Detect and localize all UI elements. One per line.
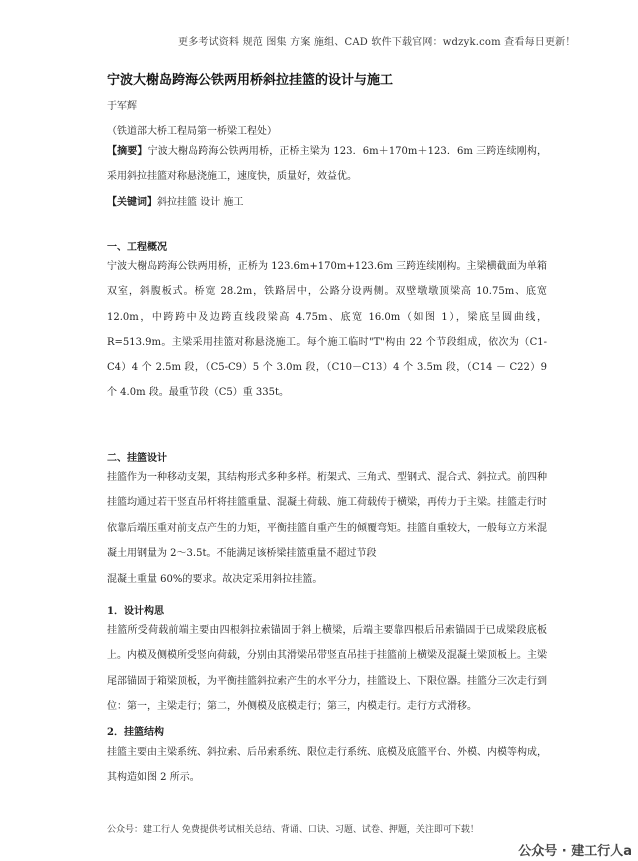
abstract-label: 【摘要】 — [107, 146, 148, 157]
section-heading-design: 二、挂篮设计 — [107, 453, 167, 464]
subsection-text-concept: 挂篮所受荷载前端主要由四根斜拉索锚固于斜上横梁，后端主要靠四根后吊索锚固于已成梁段底板上。内模及侧模所受竖向荷载，分别由其滑梁吊带竖直吊挂于挂篮前上横梁及混凝土梁顶板上。主梁尾部锚固于箱梁顶板，为平衡挂篮斜拉索产生的水平分力，挂篮设上、下限位器。挂篮分三次走行到位：第一，主梁走行；第二，外侧模及底模走行；第三，内模走行。走行方式滑移。 — [107, 625, 547, 712]
section-text-overview: 宁波大榭岛跨海公铁两用桥，正桥为 123.6m+170m+123.6m 三跨连续刚构。主梁横截面为单箱双室，斜腹板式。桥宽 28.2m，铁路居中，公路分设两侧。双壁墩墩顶梁高 10.75m、底宽 12.0m，中跨跨中及边跨直线段梁高 4.75m、底宽 16.0m（如图 1），梁底呈圆曲线，R=513.9m。主梁采用挂篮对称悬浇施工。每个施工临时"T"构由 22 个节段组成，依次为（C1-C4）4 个 2.5m 段，（C5-C9）5 个 3.0m 段，（C10－C13）4 个 3.5m 段，（C14 － C22）9 个 4.0m 段。最重节段（C5）重 335t。 — [107, 261, 547, 399]
subsection-heading-concept: 1．设计构思 — [107, 606, 164, 617]
abstract-paragraph — [107, 139, 547, 190]
article-affiliation: （铁道部大桥工程局第一桥梁工程处） — [107, 126, 277, 137]
section-text-design: 挂篮作为一种移动支架，其结构形式多种多样。桁架式、三角式、型钢式、混合式、斜拉式。前四种挂篮均通过若干竖直吊杆将挂篮重量、混凝土荷载、施工荷载传于横梁，再传力于主梁。挂篮走行时依靠后端压重对前支点产生的力矩，平衡挂篮自重产生的倾覆弯矩。挂篮自重较大，一般每立方米混凝土用钢量为 2～3.5t。不能满足该桥梁挂篮重量不超过节段 — [107, 472, 547, 559]
keywords-label: 【关键词】 — [107, 197, 157, 208]
section-heading-overview: 一、工程概况 — [107, 242, 167, 253]
header-promo-text: 更多考试资料 规范 图集 方案 施组、CAD 软件下载官网：wdzyk.com 查看每日更新！ — [178, 37, 576, 48]
keywords-paragraph — [107, 190, 547, 215]
article-title: 宁波大榭岛跨海公铁两用桥斜拉挂篮的设计与施工 — [107, 73, 394, 88]
keywords-text: 斜拉挂篮 设计 施工 — [157, 197, 244, 208]
section-text-design-continued: 混凝土重量 60%的要求。故决定采用斜拉挂篮。 — [107, 574, 323, 585]
footer-watermark: 公众号 · 建工行人a — [518, 844, 632, 859]
article-author: 于军辉 — [107, 101, 137, 112]
subsection-heading-structure: 2．挂篮结构 — [107, 727, 164, 738]
subsection-text-structure: 挂篮主要由主梁系统、斜拉索、后吊索系统、限位走行系统、底模及底篮平台、外模、内模等构成，其构造如图 2 所示。 — [107, 747, 547, 784]
abstract-text: 宁波大榭岛跨海公铁两用桥，正桥主梁为 123．6m＋170m＋123．6m 三跨连续刚构，采用斜拉挂篮对称悬浇施工，速度快，质量好，效益优。 — [107, 146, 548, 183]
footer-promo-text: 公众号：建工行人 免费提供考试相关总结、背诵、口诀、习题、试卷、押题，关注即可下载！ — [107, 825, 479, 835]
